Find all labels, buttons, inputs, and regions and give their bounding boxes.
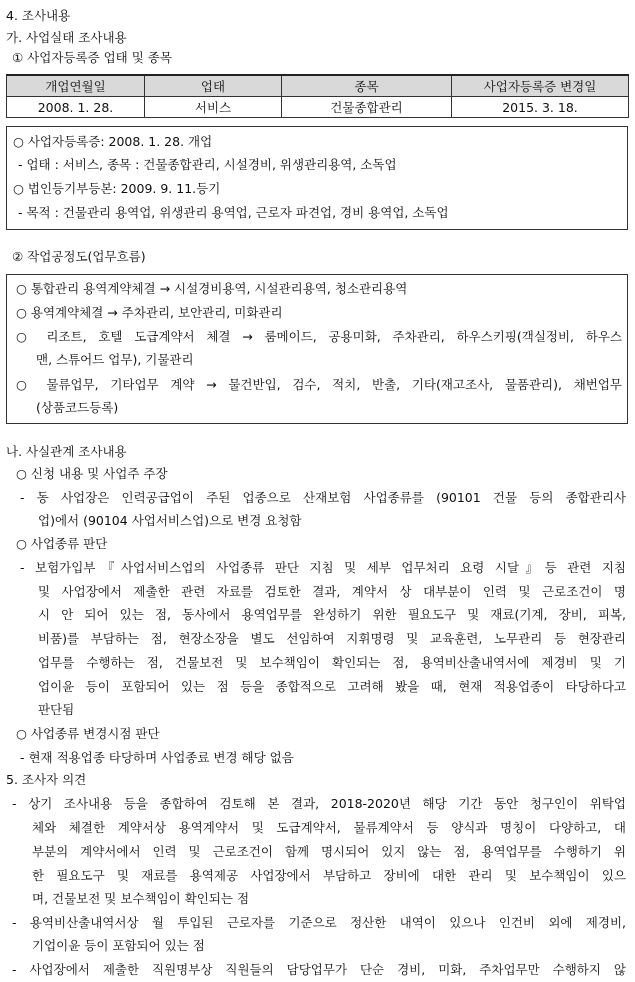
header-business-item: 종목 [282,75,452,97]
opinion-line: - 상기 조사내용 등을 종합하여 검토해 본 결과, 2018-2020년 해당 기간 동안 청구인이 위탁업 [12,796,626,811]
opinion-line: 체와 체결한 계약서상 용역계약서 및 도급계약서, 물류계약서 등 양식과 명칭이 다양하고, 대 [32,820,626,835]
table-header-row [7,75,629,97]
paragraph-line: 업)에서 (90104 사업서비스업)으로 변경 요청함 [38,513,302,528]
box1-line: - 업태 : 서비스, 종목 : 건물종합관리, 시설경비, 위생관리용역, 소독업 [18,157,397,172]
paragraph-line: 및 사업장에서 제출한 관련 자료를 검토한 결과, 계약서 상 대부분이 인력 및 근로조건이 명 [38,584,626,599]
cell-business-type: 서비스 [145,97,282,118]
box1-line: ○ 사업자등록증: 2008. 1. 28. 개업 [13,134,213,149]
box2-line: ○ 리조트, 호텔 도급계약서 체결 → 룸메이드, 공용미화, 주차관리, 하우스키핑(객실정비, 하우스 [16,329,622,344]
subsection-a-heading: 가. 사업실태 조사내용 [6,30,127,45]
paragraph-line: - 동 사업장은 인력공급업이 주된 업종으로 산재보험 사업종류를 (90101 건물 등의 종합관리사 [20,490,626,505]
opinion-line: - 사업장에서 제출한 직원명부상 직원들의 담당업무가 단순 경비, 미화, 주차업무만 수행하지 않 [12,962,626,977]
opinion-line: 며, 건물보전 및 보수책임이 확인되는 점 [32,891,250,906]
opinion-line: 부분의 계약서에서 인력 및 근로조건이 함께 명시되어 있지 않는 점, 용역업무를 수행하기 위 [32,844,626,859]
box2-line: ○ 물류업무, 기타업무 계약 → 물건반입, 검수, 적치, 반출, 기타(재고조사, 물품관리), 채번업무 [16,377,622,392]
box2-line: ○ 용역계약체결 → 주차관리, 보안관리, 미화관리 [16,305,283,320]
paragraph-line: ○ 신청 내용 및 사업주 주장 [16,466,168,481]
paragraph-line: 시 안 되어 있는 점, 동사에서 용역업무를 완성하기 위한 필요도구 및 재료(기계, 장비, 피복, [38,607,626,622]
box1-line: - 목적 : 건물관리 용역업, 위생관리 용역업, 근로자 파견업, 경비 용역업, 소독업 [18,205,449,220]
box2-line: 맨, 스튜어드 업무), 기물관리 [36,352,194,367]
paragraph-line: 업무를 수행하는 점, 건물보전 및 보수책임이 확인되는 점, 용역비산출내역서에 제경비 및 기 [38,655,626,670]
business-registration-table [6,74,629,118]
item-2-heading: ② 작업공정도(업무흐름) [12,249,146,264]
paragraph-line: - 현재 적용업종 타당하며 사업종료 변경 해당 없음 [20,750,294,765]
box2-line: ○ 통합관리 용역계약체결 → 시설경비용역, 시설관리용역, 청소관리용역 [16,281,408,296]
section-5-heading: 5. 조사자 의견 [6,772,87,787]
paragraph-line: ○ 사업종류 판단 [16,536,108,551]
box2-line: (상품코드등록) [36,400,119,415]
header-open-date: 개업연월일 [7,75,145,97]
opinion-line: 한 필요도구 및 재료를 용역제공 사업장에서 부담하고 장비에 대한 관리 및 보수책임이 있으 [32,868,626,883]
header-business-type: 업태 [145,75,282,97]
paragraph-line: ○ 사업종류 변경시점 판단 [16,726,160,741]
table-row [7,97,629,118]
item-1-heading: ① 사업자등록증 업태 및 종목 [12,50,172,65]
cell-business-item: 건물종합관리 [282,97,452,118]
section-4-heading: 4. 조사내용 [6,8,71,23]
box1-line: ○ 법인등기부등본: 2009. 9. 11.등기 [13,181,221,196]
subsection-b-heading: 나. 사실관계 조사내용 [6,444,127,459]
paragraph-line: 비품)를 부담하는 점, 현장소장을 별도 선임하여 지휘명령 및 교육훈련, 노무관리 등 현장관리 [38,631,626,646]
header-change-date: 사업자등록증 변경일 [452,75,629,97]
cell-change-date: 2015. 3. 18. [452,97,629,118]
opinion-line: 기업이윤 등이 포함되어 있는 점 [32,938,205,953]
paragraph-line: 판단됨 [38,702,75,717]
cell-open-date: 2008. 1. 28. [7,97,145,118]
paragraph-line: 업이윤 등이 포함되어 있는 점 등을 종합적으로 고려해 봤을 때, 현재 적용업종이 타당하다고 [38,679,626,694]
opinion-line: - 용역비산출내역서상 월 투입된 근로자를 기준으로 정산한 내역이 있으나 인건비 외에 제경비, [12,915,626,930]
paragraph-line: - 보험가입부『사업서비스업의 사업종류 판단 지침 및 세부 업무처리 요령 시달』등 관련 지침 [20,560,626,575]
